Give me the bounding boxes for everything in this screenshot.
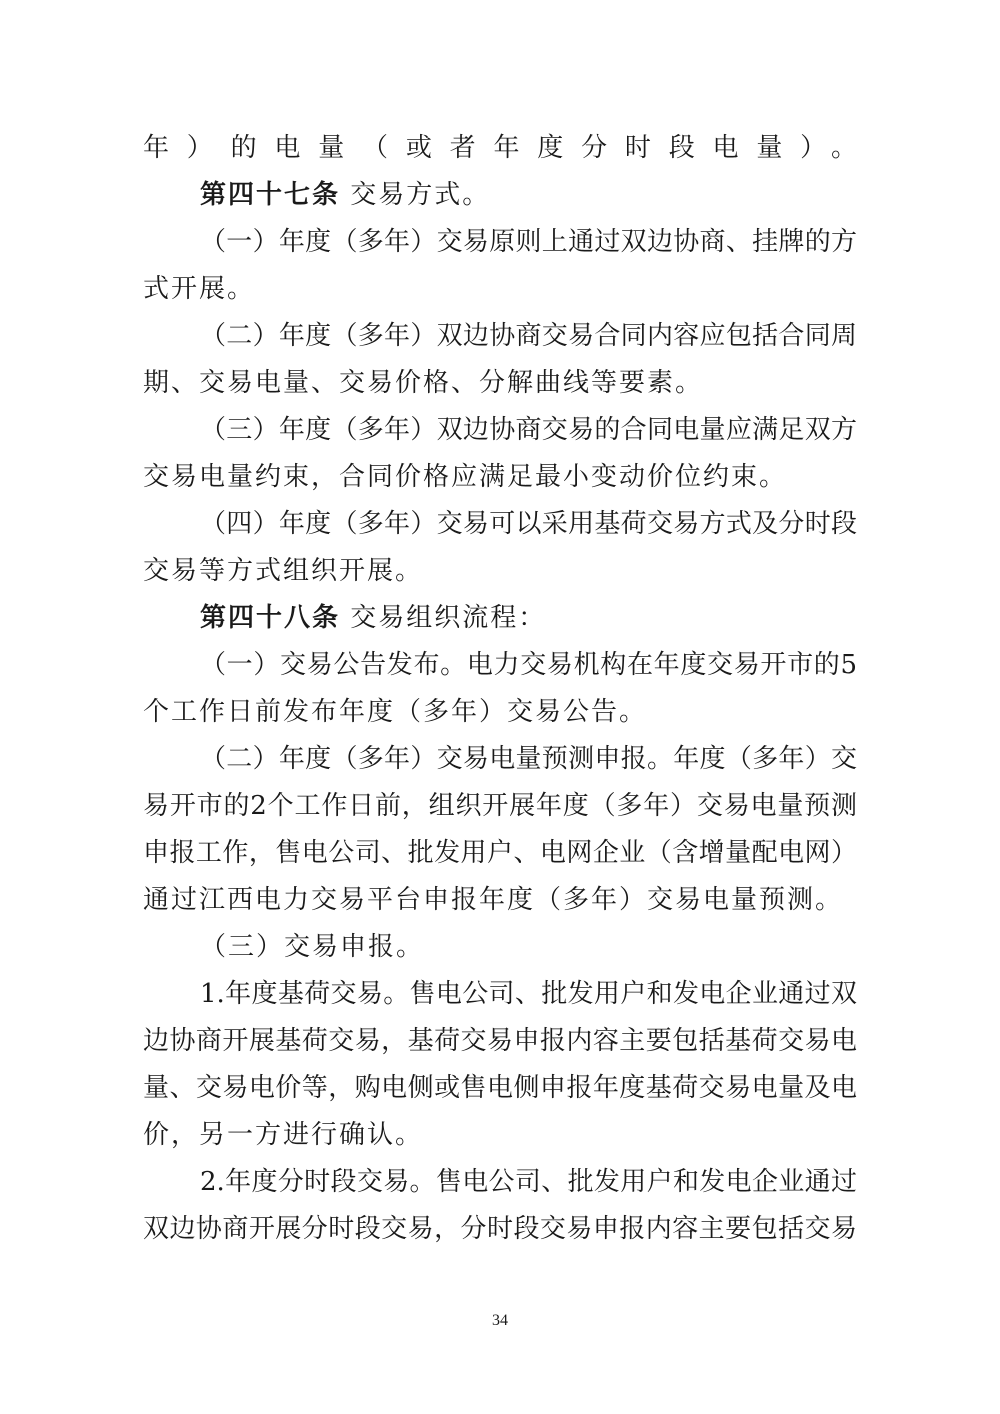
article-48-line xyxy=(200,598,857,638)
paragraph-line: 交易等方式组织开展。 xyxy=(143,556,424,586)
paragraph-line: （二）年度（多年）双边协商交易合同内容应包括合同周 xyxy=(200,321,857,351)
paragraph-line: 双边协商开展分时段交易，分时段交易申报内容主要包括交易 xyxy=(143,1214,857,1244)
paragraph-line: 量、交易电价等，购电侧或售电侧申报年度基荷交易电量及电 xyxy=(143,1073,857,1103)
paragraph-line: 交易电量约束，合同价格应满足最小变动价位约束。 xyxy=(143,462,788,492)
paragraph-line: 年）的电量（或者年度分时段电量）。 xyxy=(143,133,857,163)
paragraph-line: （二）年度（多年）交易电量预测申报。年度（多年）交 xyxy=(200,744,857,774)
paragraph-line: 1.年度基荷交易。售电公司、批发用户和发电企业通过双 xyxy=(200,979,857,1009)
article-47-title: 交易方式。 xyxy=(350,180,491,210)
paragraph-line: 通过江西电力交易平台申报年度（多年）交易电量预测。 xyxy=(143,885,844,915)
paragraph-line: （三）年度（多年）双边协商交易的合同电量应满足双方 xyxy=(200,415,857,445)
paragraph-line: 边协商开展基荷交易，基荷交易申报内容主要包括基荷交易电 xyxy=(143,1026,857,1056)
paragraph-line: 式开展。 xyxy=(143,274,256,304)
paragraph-line: 申报工作，售电公司、批发用户、电网企业（含增量配电网） xyxy=(143,838,857,868)
page-number: 34 xyxy=(492,1312,508,1329)
paragraph-line: （一）交易公告发布。电力交易机构在年度交易开市的5 xyxy=(200,650,857,680)
paragraph-line: 期、交易电量、交易价格、分解曲线等要素。 xyxy=(143,368,704,398)
article-47-line xyxy=(200,175,857,215)
paragraph-line: 2.年度分时段交易。售电公司、批发用户和发电企业通过 xyxy=(200,1167,857,1197)
paragraph-line: 易开市的2个工作日前，组织开展年度（多年）交易电量预测 xyxy=(143,791,857,821)
article-47-heading: 第四十七条 xyxy=(200,180,341,210)
article-48-heading: 第四十八条 xyxy=(200,603,341,633)
paragraph-line: （一）年度（多年）交易原则上通过双边协商、挂牌的方 xyxy=(200,227,857,257)
paragraph-line: （三）交易申报。 xyxy=(200,932,425,962)
article-48-title: 交易组织流程： xyxy=(350,603,547,633)
paragraph-line: （四）年度（多年）交易可以采用基荷交易方式及分时段 xyxy=(200,509,857,539)
paragraph-line: 个工作日前发布年度（多年）交易公告。 xyxy=(143,697,648,727)
paragraph-line: 价，另一方进行确认。 xyxy=(143,1120,424,1150)
